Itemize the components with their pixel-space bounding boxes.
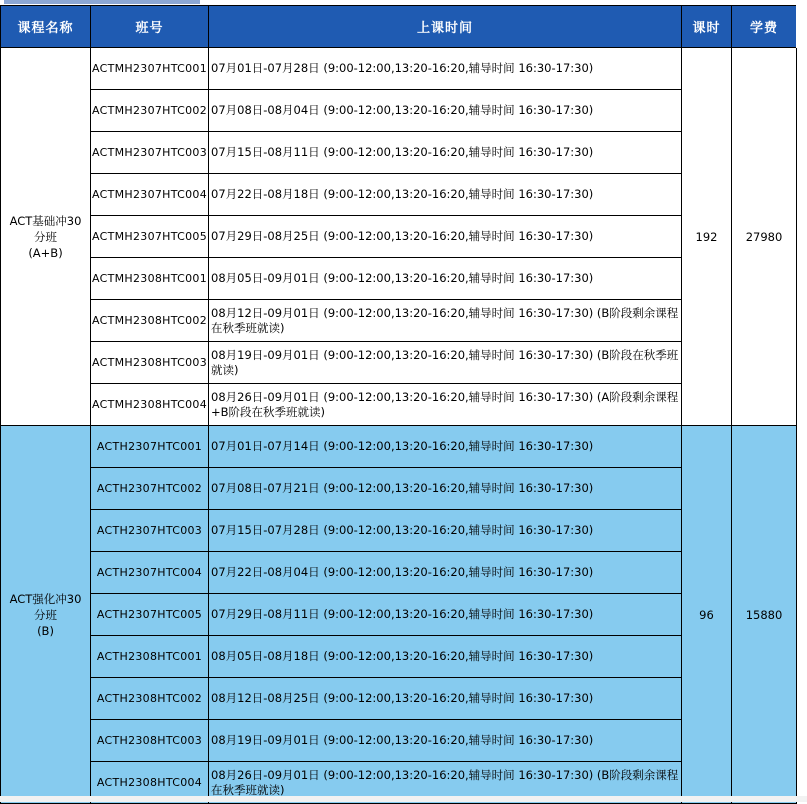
table-row: [1, 678, 797, 720]
course-name-line: 分班: [34, 229, 57, 244]
class-code-cell: ACTH2307HTC005: [91, 594, 209, 636]
class-code-cell: ACTMH2307HTC001: [91, 48, 209, 90]
clipped-title-text: [4, 0, 200, 4]
class-time-cell: 07月22日-08月04日 (9:00-12:00,13:20-16:20,辅导时间 16:30-17:30): [209, 552, 682, 594]
hours-cell: 192: [682, 48, 732, 426]
bottom-strip: [0, 796, 807, 802]
course-name-line: ACT基础冲30: [9, 213, 82, 228]
schedule-table: [0, 5, 797, 804]
class-time-cell: 08月26日-09月01日 (9:00-12:00,13:20-16:20,辅导时间 16:30-17:30) (A阶段剩余课程+B阶段在秋季班就读): [209, 384, 682, 426]
class-time-cell: 08月05日-09月01日 (9:00-12:00,13:20-16:20,辅导时间 16:30-17:30): [209, 258, 682, 300]
class-time-cell: 08月19日-09月01日 (9:00-12:00,13:20-16:20,辅导时间 16:30-17:30): [209, 720, 682, 762]
table-row: [1, 174, 797, 216]
fee-cell: 27980: [732, 48, 797, 426]
class-code-cell: ACTMH2307HTC005: [91, 216, 209, 258]
class-time-cell: 07月08日-07月21日 (9:00-12:00,13:20-16:20,辅导时间 16:30-17:30): [209, 468, 682, 510]
header-row: [1, 6, 797, 48]
table-row: [1, 258, 797, 300]
class-code-cell: ACTH2307HTC003: [91, 510, 209, 552]
class-time-cell: 07月29日-08月25日 (9:00-12:00,13:20-16:20,辅导时间 16:30-17:30): [209, 216, 682, 258]
right-edge: [796, 5, 807, 48]
course-name-line: (B): [37, 623, 54, 638]
class-code-cell: ACTH2308HTC001: [91, 636, 209, 678]
table-row: [1, 300, 797, 342]
table-row: [1, 636, 797, 678]
class-time-cell: 07月15日-08月11日 (9:00-12:00,13:20-16:20,辅导时间 16:30-17:30): [209, 132, 682, 174]
course-name-cell: [1, 426, 91, 804]
class-time-cell: 07月01日-07月28日 (9:00-12:00,13:20-16:20,辅导时间 16:30-17:30): [209, 48, 682, 90]
class-time-cell: 07月22日-08月18日 (9:00-12:00,13:20-16:20,辅导时间 16:30-17:30): [209, 174, 682, 216]
table-row: [1, 48, 797, 90]
fee-cell: 15880: [732, 426, 797, 804]
course-name-line: 分班: [34, 607, 57, 622]
course-name-line: ACT强化冲30: [9, 591, 82, 606]
course-name-line: (A+B): [28, 245, 63, 260]
class-code-cell: ACTH2308HTC002: [91, 678, 209, 720]
class-time-cell: 07月15日-07月28日 (9:00-12:00,13:20-16:20,辅导时间 16:30-17:30): [209, 510, 682, 552]
table-row: [1, 132, 797, 174]
class-time-cell: 07月29日-08月11日 (9:00-12:00,13:20-16:20,辅导时间 16:30-17:30): [209, 594, 682, 636]
class-time-cell: 07月08日-08月04日 (9:00-12:00,13:20-16:20,辅导时间 16:30-17:30): [209, 90, 682, 132]
hours-cell: 96: [682, 426, 732, 804]
table-row: [1, 216, 797, 258]
table-row: [1, 552, 797, 594]
table-row: [1, 90, 797, 132]
header-course: 课程名称: [1, 6, 91, 48]
table-row: [1, 510, 797, 552]
course-name-cell: [1, 48, 91, 426]
class-time-cell: 08月12日-08月25日 (9:00-12:00,13:20-16:20,辅导时间 16:30-17:30): [209, 678, 682, 720]
class-code-cell: ACTH2308HTC003: [91, 720, 209, 762]
class-code-cell: ACTMH2308HTC001: [91, 258, 209, 300]
table-row: [1, 342, 797, 384]
class-time-cell: 08月19日-09月01日 (9:00-12:00,13:20-16:20,辅导时间 16:30-17:30) (B阶段在秋季班就读): [209, 342, 682, 384]
header-time: 上课时间: [209, 6, 682, 48]
class-time-cell: 08月12日-09月01日 (9:00-12:00,13:20-16:20,辅导时间 16:30-17:30) (B阶段剩余课程在秋季班就读): [209, 300, 682, 342]
class-code-cell: ACTH2308HTC004: [91, 762, 209, 804]
header-class-no: 班号: [91, 6, 209, 48]
class-time-cell: 08月05日-08月18日 (9:00-12:00,13:20-16:20,辅导时间 16:30-17:30): [209, 636, 682, 678]
class-code-cell: ACTH2307HTC001: [91, 426, 209, 468]
table-row: [1, 468, 797, 510]
table-row: [1, 426, 797, 468]
class-code-cell: ACTMH2308HTC004: [91, 384, 209, 426]
class-code-cell: ACTMH2307HTC002: [91, 90, 209, 132]
class-time-cell: 08月26日-09月01日 (9:00-12:00,13:20-16:20,辅导时间 16:30-17:30) (B阶段剩余课程在秋季班就读): [209, 762, 682, 804]
class-code-cell: ACTH2307HTC004: [91, 552, 209, 594]
class-code-cell: ACTMH2307HTC004: [91, 174, 209, 216]
header-fee: 学费: [732, 6, 797, 48]
class-time-cell: 07月01日-07月14日 (9:00-12:00,13:20-16:20,辅导时间 16:30-17:30): [209, 426, 682, 468]
class-code-cell: ACTMH2308HTC002: [91, 300, 209, 342]
table-body: [1, 48, 797, 804]
class-code-cell: ACTH2307HTC002: [91, 468, 209, 510]
table-row: [1, 720, 797, 762]
class-code-cell: ACTMH2307HTC003: [91, 132, 209, 174]
table-row: [1, 594, 797, 636]
header-hours: 课时: [682, 6, 732, 48]
class-code-cell: ACTMH2308HTC003: [91, 342, 209, 384]
table-row: [1, 384, 797, 426]
